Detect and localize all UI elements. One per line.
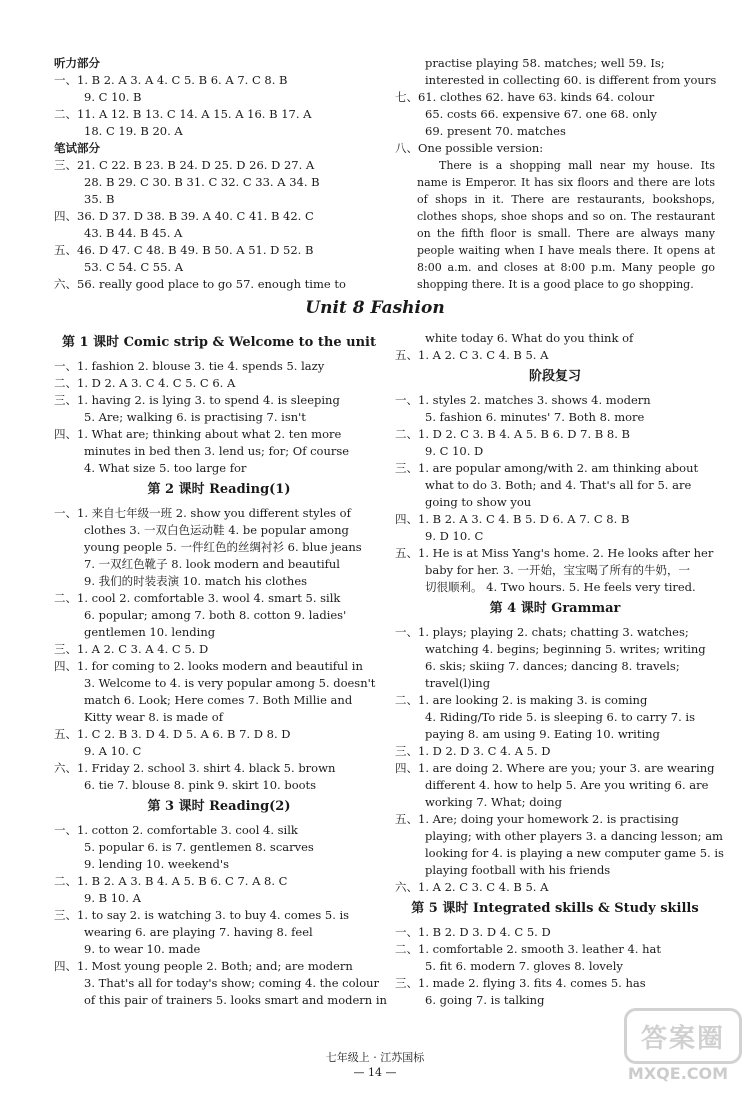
answer-line: going to show you (425, 495, 532, 509)
answer-line: 五、1. Are; doing your homework 2. is practising (395, 812, 679, 826)
page-number: — 14 — (353, 1066, 397, 1079)
answer-line: 一、1. styles 2. matches 3. shows 4. modern (395, 393, 651, 407)
answer-line: 六、1. A 2. C 3. C 4. B 5. A (395, 880, 549, 894)
top-right-lines (395, 55, 715, 157)
answer-line: 69. present 70. matches (425, 124, 566, 138)
answer-line: 43. B 44. B 45. A (84, 226, 183, 240)
answer-line: 28. B 29. C 30. B 31. C 32. C 33. A 34. B (84, 175, 320, 189)
answer-line: 五、1. He is at Miss Yang's home. 2. He looks after her (395, 546, 714, 560)
answer-line: 9. to wear 10. made (84, 942, 201, 956)
answer-line: paying 8. am using 9. Eating 10. writing (425, 727, 660, 741)
answer-line: 一、1. fashion 2. blouse 3. tie 4. spends 5. lazy (54, 359, 325, 373)
answer-line: 四、36. D 37. D 38. B 39. A 40. C 41. B 42. C (54, 209, 314, 223)
answer-line: 三、1. D 2. D 3. C 4. A 5. D (395, 744, 551, 758)
answer-line: playing; with other players 3. a dancing lesson; am (425, 829, 723, 843)
answer-line: 三、1. having 2. is lying 3. to spend 4. is sleeping (54, 393, 340, 407)
answer-line: looking for 4. is playing a new computer game 5. is (425, 846, 724, 860)
essay-paragraph: There is a shopping mall near my house. Its name is Emperor. It has six floors and there are lots of shops in it. There are restaurants, bookshops, clothes shops, shoe shops and so on. The restaurant on the fifth floor is small. There are always many people waiting when I have meals there. It opens at 8:00 a.m. and closes at 8:00 p.m. Many people go shopping there. It is a good place to go shopping. (417, 159, 715, 291)
answer-line: 7. 一双红色靴子 8. look modern and beautiful (84, 557, 340, 571)
answer-line: 六、1. Friday 2. school 3. shirt 4. black 5. brown (54, 761, 336, 775)
answer-line: 3. That's all for today's show; coming 4. the colour (84, 976, 380, 990)
answer-line: 二、1. B 2. A 3. B 4. A 5. B 6. C 7. A 8. C (54, 874, 288, 888)
answer-line: wearing 6. are playing 7. having 8. feel (84, 925, 313, 939)
answer-line: 切很顺利。 4. Two hours. 5. He feels very tired. (425, 580, 696, 594)
answer-line: 53. C 54. C 55. A (84, 260, 184, 274)
answer-line: Kitty wear 8. is made of (84, 710, 223, 724)
answer-line: 9. B 10. A (84, 891, 141, 905)
answer-line: baby for her. 3. 一开始，宝宝喝了所有的牛奶，一 (425, 563, 690, 577)
answer-line: 三、1. to say 2. is watching 3. to buy 4. comes 5. is (54, 908, 350, 922)
answer-line: 9. lending 10. weekend's (84, 857, 229, 871)
answer-line: clothes 3. 一双白色运动鞋 4. be popular among (84, 523, 349, 537)
answer-line: 一、1. plays; playing 2. chats; chatting 3. watches; (395, 625, 689, 639)
answer-line: 二、1. D 2. C 3. B 4. A 5. B 6. D 7. B 8. B (395, 427, 630, 441)
answer-line: 9. 我们的时装表演 10. match his clothes (84, 574, 308, 588)
answer-line: 一、1. cotton 2. comfortable 3. cool 4. silk (54, 823, 298, 837)
answer-line: 一、1. B 2. D 3. D 4. C 5. D (395, 925, 551, 939)
answer-line: match 6. Look; Here comes 7. Both Millie and (84, 693, 353, 707)
answer-line: minutes in bed then 3. lend us; for; Of course (84, 444, 350, 458)
answer-line: 一、1. 来自七年级一班 2. show you different styles of (54, 506, 351, 520)
right-column-answers (395, 330, 724, 1009)
answer-line: 9. C 10. B (84, 90, 142, 104)
answer-line: 一、1. B 2. A 3. A 4. C 5. B 6. A 7. C 8. B (54, 73, 288, 87)
answer-line: of this pair of trainers 5. looks smart and modern in (84, 993, 387, 1007)
site-watermark (618, 1008, 738, 1088)
answer-line: 三、1. are popular among/with 2. am thinking about (395, 461, 699, 475)
sample-essay (395, 157, 715, 293)
answer-line: 八、One possible version: (395, 141, 544, 155)
answer-line: 二、1. comfortable 2. smooth 3. leather 4. hat (395, 942, 661, 956)
answer-line: 18. C 19. B 20. A (84, 124, 183, 138)
answer-line: 35. B (84, 192, 115, 206)
section-heading: 第 2 课时 Reading(1) (147, 482, 291, 497)
unit-title: Unit 8 Fashion (305, 298, 445, 318)
watermark-logo: 答案圈 (624, 1008, 742, 1064)
answer-line: what to do 3. Both; and 4. That's all for 5. are (425, 478, 692, 492)
book-label: 七年级上 · 江苏国标 (325, 1051, 425, 1064)
answer-line: 五、46. D 47. C 48. B 49. B 50. A 51. D 52. B (54, 243, 314, 257)
answer-line: 6. skis; skiing 7. dances; dancing 8. travels; (425, 659, 680, 673)
answer-line: 4. What size 5. too large for (84, 461, 247, 475)
answer-line: 三、21. C 22. B 23. B 24. D 25. D 26. D 27. A (54, 158, 315, 172)
answer-line: practise playing 58. matches; well 59. Is; (425, 56, 665, 70)
answer-line: 五、1. C 2. B 3. D 4. D 5. A 6. B 7. D 8. D (54, 727, 291, 741)
answer-line: 5. fit 6. modern 7. gloves 8. lovely (425, 959, 623, 973)
answer-line: 5. fashion 6. minutes' 7. Both 8. more (425, 410, 645, 424)
part-heading: 笔试部分 (54, 141, 100, 155)
answer-line: 三、1. A 2. C 3. A 4. C 5. D (54, 642, 209, 656)
part-heading: 听力部分 (54, 56, 100, 70)
answer-line: 4. Riding/To ride 5. is sleeping 6. to carry 7. is (425, 710, 695, 724)
answer-line: young people 5. 一件红色的丝绸衬衫 6. blue jeans (84, 540, 362, 554)
answer-line: 65. costs 66. expensive 67. one 68. only (425, 107, 657, 121)
answer-line: white today 6. What do you think of (425, 331, 634, 345)
left-column-answers (54, 330, 387, 1009)
answer-line: 四、1. Most young people 2. Both; and; are modern (54, 959, 353, 973)
answer-line: 二、1. are looking 2. is making 3. is coming (395, 693, 648, 707)
answer-line: 六、56. really good place to go 57. enough time to (54, 277, 346, 291)
answer-line: 9. D 10. C (425, 529, 484, 543)
answer-line: 9. C 10. D (425, 444, 484, 458)
section-heading: 第 5 课时 Integrated skills & Study skills (411, 901, 699, 916)
answer-line: gentlemen 10. lending (84, 625, 216, 639)
answer-line: 5. popular 6. is 7. gentlemen 8. scarves (84, 840, 314, 854)
answer-line: 3. Welcome to 4. is very popular among 5. doesn't (84, 676, 376, 690)
answer-line: 6. popular; among 7. both 8. cotton 9. ladies' (84, 608, 347, 622)
answer-line: 二、1. cool 2. comfortable 3. wool 4. smart 5. silk (54, 591, 341, 605)
answer-line: watching 4. begins; beginning 5. writes; writing (425, 642, 706, 656)
answer-line: 五、1. A 2. C 3. C 4. B 5. A (395, 348, 549, 362)
answer-line: 三、1. made 2. flying 3. fits 4. comes 5. has (395, 976, 646, 990)
answer-line: working 7. What; doing (425, 795, 562, 809)
top-left-answers (54, 55, 384, 293)
answer-line: 9. A 10. C (84, 744, 142, 758)
answer-line: 6. tie 7. blouse 8. pink 9. skirt 10. boots (84, 778, 317, 792)
answer-line: 二、1. D 2. A 3. C 4. C 5. C 6. A (54, 376, 236, 390)
answer-line: 二、11. A 12. B 13. C 14. A 15. A 16. B 17. A (54, 107, 312, 121)
answer-line: interested in collecting 60. is different from yours (425, 73, 717, 87)
answer-line: 6. going 7. is talking (425, 993, 545, 1007)
answer-line: playing football with his friends (425, 863, 611, 877)
answer-line: 四、1. B 2. A 3. C 4. B 5. D 6. A 7. C 8. B (395, 512, 630, 526)
section-heading: 第 4 课时 Grammar (489, 601, 621, 616)
top-right-answers (395, 55, 715, 293)
answer-line: 四、1. What are; thinking about what 2. ten more (54, 427, 342, 441)
answer-line: different 4. how to help 5. Are you writing 6. are (425, 778, 709, 792)
watermark-url: MXQE.COM (627, 1064, 729, 1083)
section-heading: 第 1 课时 Comic strip & Welcome to the unit (62, 335, 376, 350)
section-heading: 阶段复习 (528, 369, 581, 384)
answer-line: 七、61. clothes 62. have 63. kinds 64. colour (395, 90, 655, 104)
answer-line: travel(l)ing (425, 676, 491, 690)
answer-line: 5. Are; walking 6. is practising 7. isn't (84, 410, 306, 424)
answer-line: 四、1. are doing 2. Where are you; your 3. are wearing (395, 761, 715, 775)
section-heading: 第 3 课时 Reading(2) (147, 799, 291, 814)
answer-line: 四、1. for coming to 2. looks modern and beautiful in (54, 659, 363, 673)
